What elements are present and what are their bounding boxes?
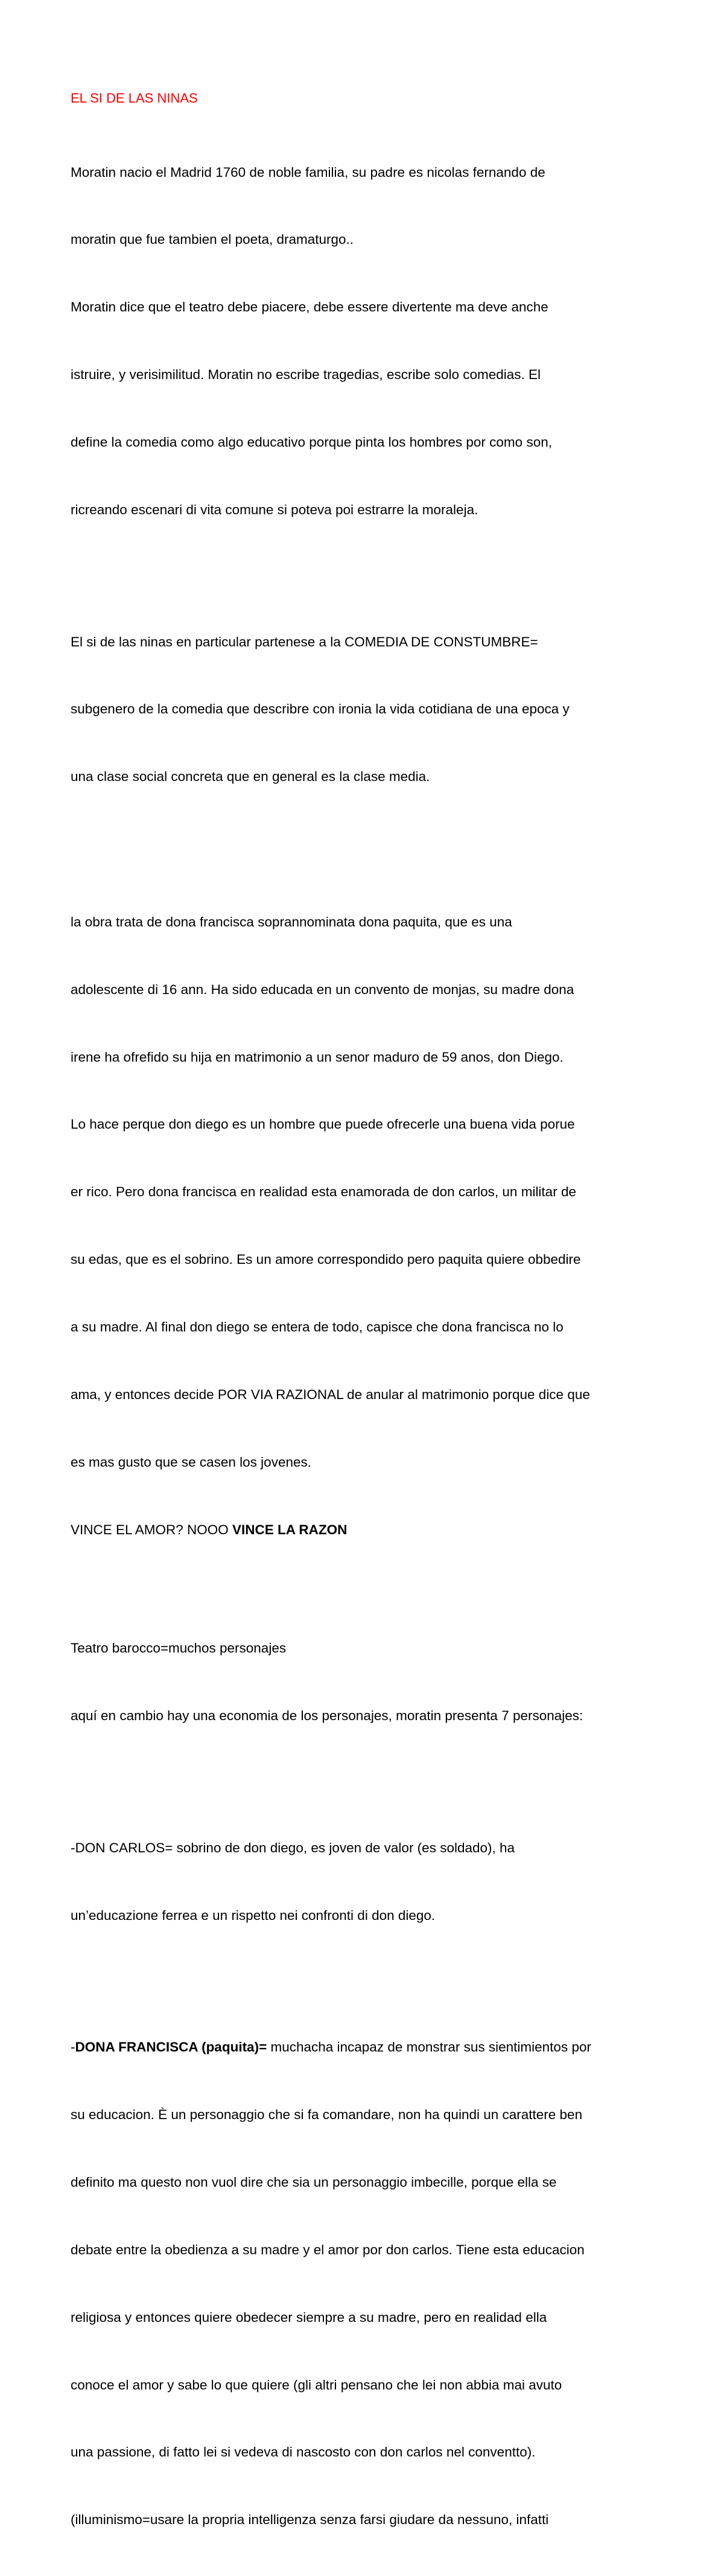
text-line: religiosa y entonces quiere obedecer siempre a su madre, pero en realidad ella <box>71 2309 547 2325</box>
conclusion-line <box>71 1519 664 1541</box>
text-line: ricreando escenari di vita comune si poteva poi estrarre la moraleja. <box>71 502 478 518</box>
text-line: conoce el amor y sabe lo que quiere (gli altri pensano che lei non abbia mai avuto <box>71 2377 562 2393</box>
text-line: ama, y entonces decide POR VIA RAZIONAL de anular al matrimonio porque dice que <box>71 1387 590 1403</box>
paragraph-intro <box>71 116 664 566</box>
text-line: aquí en cambio hay una economia de los personajes, moratin presenta 7 personajes: <box>71 1708 583 1724</box>
text-line: debate entre la obedienza a su madre y el amor por don carlos. Tiene esta educacion <box>71 2242 585 2257</box>
character-name: DONA FRANCISCA (paquita)= <box>75 2039 267 2055</box>
text-line: (illuminismo=usare la propria intelligenza senza farsi giudare da nessuno, infatti <box>71 2512 549 2528</box>
text-line: adolescente di 16 ann. Ha sido educada en un convento de monjas, su madre dona <box>71 981 574 997</box>
text-line: es mas gusto que se casen los jovenes. <box>71 1454 311 1470</box>
text-line: irene ha ofrefido su hija en matrimonio a un senor maduro de 59 anos, don Diego. <box>71 1049 564 1065</box>
text-line: Moratin dice que el teatro debe piacere, debe essere divertente ma deve anche <box>71 299 548 315</box>
text-line: su edas, que es el sobrino. Es un amore correspondido pero paquita quiere obbedire <box>71 1252 581 1267</box>
text-line: moratin que fue tambien el poeta, dramaturgo.. <box>71 232 354 247</box>
paragraph-comedia <box>71 585 664 833</box>
text-line: una clase social concreta que en general es la clase media. <box>71 769 430 785</box>
paragraph-don-carlos <box>71 1791 664 1971</box>
paragraph-plot <box>71 866 664 1586</box>
text-line: Moratin nacio el Madrid 1760 de noble familia, su padre es nicolas fernando de <box>71 164 545 180</box>
paragraph-personajes <box>71 1592 664 1772</box>
dash: - <box>71 2039 75 2055</box>
text-line: subgenero de la comedia que describre con ironia la vida cotidiana de una epoca y <box>71 701 570 717</box>
text-line: El si de las ninas en particular partenese a la COMEDIA DE CONSTUMBRE= <box>71 634 538 649</box>
text-line: Lo hace perque don diego es un hombre que puede ofrecerle una buena vida porue <box>71 1117 575 1132</box>
text-line: una passione, di fatto lei si vedeva di nascosto con don carlos nel conventto). <box>71 2444 536 2460</box>
text-line: er rico. Pero dona francisca en realidad esta enamorada de don carlos, un militar de <box>71 1184 576 1200</box>
conclusion-question: VINCE EL AMOR? NOOO <box>71 1522 232 1537</box>
paragraph-dona-francisca <box>71 1991 664 2576</box>
document-title: EL SI DE LAS NINAS <box>71 91 198 106</box>
text-line: un’educazione ferrea e un rispetto nei confronti di don diego. <box>71 1907 436 1923</box>
text-line: definito ma questo non vuol dire che sia un personaggio imbecille, porque ella se <box>71 2174 557 2190</box>
text-line: Teatro barocco=muchos personajes <box>71 1640 287 1656</box>
text-line: su educacion. È un personaggio che si fa comandare, non ha quindi un carattere ben <box>71 2106 583 2122</box>
text-line: a su madre. Al final don diego se entera de todo, capisce che dona francisca no lo <box>71 1319 564 1335</box>
text-line: -DON CARLOS= sobrino de don diego, es joven de valor (es soldado), ha <box>71 1840 515 1855</box>
text-line: define la comedia como algo educativo porque pinta los hombres por como son, <box>71 435 552 450</box>
text-line: istruire, y verisimilitud. Moratin no escribe tragedias, escribe solo comedias. El <box>71 367 541 383</box>
character-heading-line <box>71 2036 664 2058</box>
character-description: muchacha incapaz de monstrar sus sientimientos por <box>267 2039 591 2055</box>
text-line: la obra trata de dona francisca soprannominata dona paquita, que es una <box>71 914 512 929</box>
conclusion-answer: VINCE LA RAZON <box>232 1522 348 1537</box>
